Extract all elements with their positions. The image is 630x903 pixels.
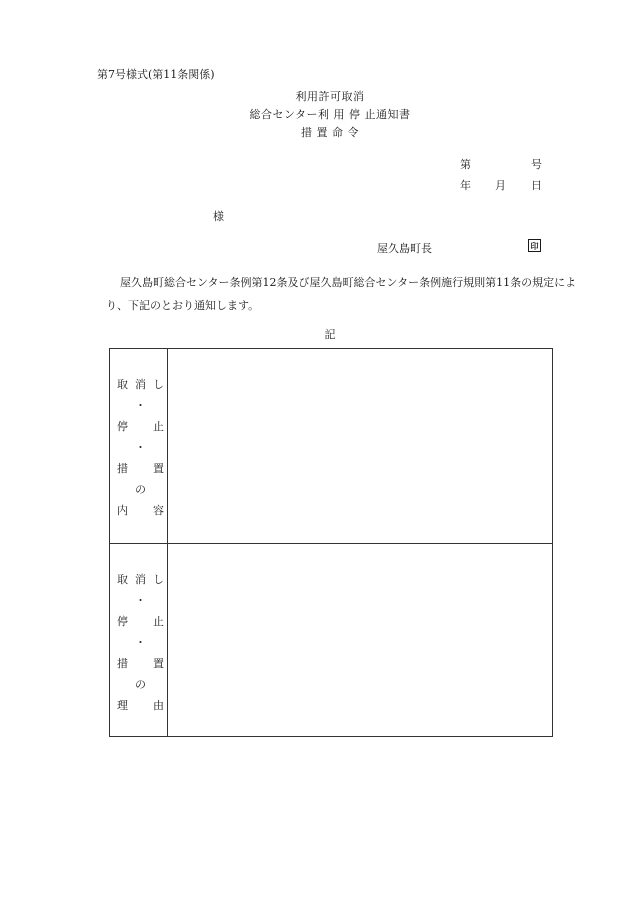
- row2-label-char: 置: [153, 657, 164, 670]
- row1-label-char: し: [153, 378, 164, 391]
- row2-label-char: 措: [117, 657, 128, 670]
- date-month: 月: [495, 179, 506, 192]
- row2-label-char: 取: [117, 573, 128, 586]
- row2-label-line: [110, 613, 167, 631]
- row1-label-line: [110, 502, 167, 520]
- row1-label: [110, 349, 167, 543]
- seal-mark: 印: [528, 239, 541, 252]
- row1-label-char: ・: [135, 441, 146, 454]
- row2-label-char: 消: [135, 573, 146, 586]
- date-year: 年: [460, 179, 471, 192]
- row2-label-char: ・: [135, 594, 146, 607]
- row2-label-char: 止: [153, 615, 164, 628]
- row2-label-char: 由: [153, 699, 164, 712]
- row2-label-char: 理: [117, 699, 128, 712]
- row2-label-line: [110, 697, 167, 715]
- row1-label-line: [110, 397, 167, 415]
- title-line-2: 総合センター利 用 停 止通知書: [249, 108, 411, 121]
- row1-label-line: [110, 376, 167, 394]
- number-dai: 第: [460, 158, 471, 171]
- row1-label-char: ・: [135, 399, 146, 412]
- row1-label-char: の: [135, 483, 146, 496]
- row2-label-line: [110, 592, 167, 610]
- row1-label-char: 措: [117, 462, 128, 475]
- row2-content[interactable]: [168, 544, 552, 736]
- row1-label-char: 置: [153, 462, 164, 475]
- title-line-3: 措 置 命 令: [301, 126, 359, 139]
- row2-label-line: [110, 655, 167, 673]
- row1-label-char: 停: [117, 420, 128, 433]
- number-go: 号: [531, 158, 542, 171]
- row1-label-line: [110, 460, 167, 478]
- ki-heading: 記: [324, 328, 336, 341]
- row2-label-line: [110, 634, 167, 652]
- row2-label-char: 停: [117, 615, 128, 628]
- row1-label-line: [110, 481, 167, 499]
- row1-label-line: [110, 418, 167, 436]
- issuer-name: 屋久島町長: [377, 242, 432, 255]
- row1-label-line: [110, 439, 167, 457]
- row2-label-char: の: [135, 678, 146, 691]
- row1-label-char: 内: [117, 504, 128, 517]
- row1-label-char: 容: [153, 504, 164, 517]
- notice-table: [109, 348, 553, 737]
- row1-label-char: 取: [117, 378, 128, 391]
- row1-label-char: 止: [153, 420, 164, 433]
- row1-content[interactable]: [168, 349, 552, 543]
- date-day: 日: [531, 179, 542, 192]
- row2-label-line: [110, 571, 167, 589]
- row1-label-char: 消: [135, 378, 146, 391]
- row2-label-char: し: [153, 573, 164, 586]
- form-number: 第7号様式(第11条関係): [97, 68, 215, 81]
- row2-label: [110, 544, 167, 738]
- row2-label-line: [110, 676, 167, 694]
- row2-label-char: ・: [135, 636, 146, 649]
- title-line-1: 利用許可取消: [295, 90, 365, 103]
- addressee-suffix: 様: [213, 210, 224, 223]
- body-text: 屋久島町総合センター条例第12条及び屋久島町総合センター条例施行規則第11条の規定により、下記のとおり通知します。: [106, 276, 577, 312]
